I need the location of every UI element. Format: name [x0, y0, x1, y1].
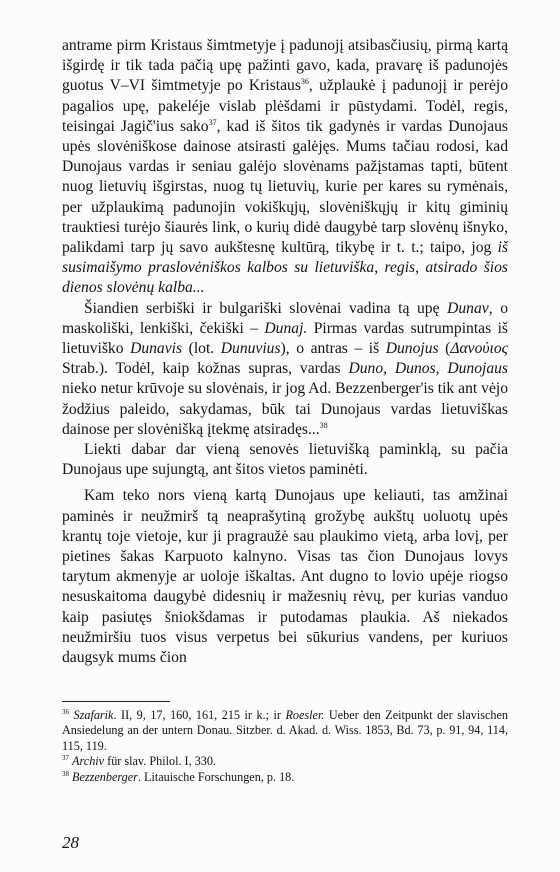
paragraph-1	[62, 36, 508, 299]
footnote-ref: 37	[208, 117, 217, 127]
text-run: ), o antras – iš	[280, 340, 386, 358]
text-run: Liekti dabar dar vieną senovės lietuvišką paminklą, su pačia Dunojaus upe sujungtą, ant šitos vietos paminėti.	[62, 441, 508, 479]
footnotes	[62, 708, 508, 785]
text-run: nieko netur krūvoje su slovėnais, ir jog Ad. Bezzenberger'is tik ant vėjo žodžius paleido, sakydamas, būk tai Dunojaus vardas lietuviškas dainose per slovėnišką įtekmę atsiradęs...	[62, 380, 508, 438]
italic-text: Archiv	[72, 754, 105, 769]
footnote-38	[62, 770, 508, 785]
italic-text: Bezzenberger	[72, 769, 138, 784]
footnote-ref: 36	[300, 77, 309, 87]
italic-text: Dunav	[447, 299, 489, 317]
text-run: antrame pirm Kristaus šimtmetyje į padunojį atsibasčiusių, pirmą kartą išgirdę ir tik tada pačią upę pažinti gavo, kada, pravarę iš padunojės guotus V–VI šimtmetyje po Kristaus	[62, 37, 508, 95]
footnote-number: 36	[62, 707, 69, 716]
text-run: (lot.	[182, 340, 221, 358]
text-run: (	[438, 340, 451, 358]
text-run: für slav. Philol. I, 330.	[104, 754, 217, 769]
italic-text: iš susimaišymo praslovėniškos kalbos su lietuviška, regis, atsirado šios dienos slovėnų kalba...	[62, 239, 508, 297]
footnote-37	[62, 754, 508, 769]
footnote-36	[62, 708, 508, 754]
text-run: Kam teko nors vieną kartą Dunojaus upe keliauti, tas amžinai paminės ir neužmirš tą neaprašytiną grožybę aukštų uoluotų upės krantų toje vietoje, kur ji pragraužė sau plaukimo vietą, arba lovį, per pietines šakas Karpuoto kalnyno. Visas tas čion Dunojaus lovys tarytum akmenyje ar uoloje iškaltas. Ant dugno to lovio upėje riogso nesuskaitoma daugybė didesnių ir mažesnių rėvų, per kurias vanduo kaip pasiutęs šniokšdamas ir putodamas plaukia. Aš niekados neužmiršiu tuos visus verpetus bei sūkurius vandens, per kuriuos daugsyk mums čion	[62, 487, 508, 667]
italic-text: Dunaj.	[264, 319, 308, 337]
text-run: , užplaukė į padunojį ir perėjo pagalios upę, pakeléje vislab plėšdami ir pūstydami. Todėl, regis, teisingai Jagič'ius sako	[62, 77, 508, 135]
text-run: . Litauische Forschungen, p. 18.	[137, 769, 295, 784]
text-run: , kad iš šitos tik gadynės ir vardas Dunojaus upės slovėniškose dainose atsirasti galėjęs. Mums tačiau rodosi, kad Dunojaus vardas ir seniau galėjo slovėnams pažįstamas tapti, būtent nuog lietuvių išgirstas, nuog tų lietuvių, kurie per kares su rymėnais, per užplaukimą padunojin vokiškųjų, slovėniškųjų ir kitų giminių trauktiesi turėjo šiaurės link, o kurių didė daugybė tarp slovėnų išnyko, palikdami tarp jų savo aukštesnę kultūrą, tikybę ir t. t.; taipo, jog	[62, 117, 508, 257]
italic-text: Dunuvius	[220, 340, 281, 358]
text-run: Pirmas vardas sutrumpintas iš lietuviško	[62, 319, 508, 358]
page-number: 28	[62, 833, 79, 852]
paragraph-3	[62, 440, 508, 480]
italic-text: Δανούιος	[450, 340, 509, 358]
text-run: , o maskoliški, lenkiški, čekiški –	[62, 299, 509, 337]
italic-text: Szafarik	[73, 708, 114, 722]
italic-text: Dunojus	[385, 340, 439, 358]
paragraph-2	[62, 299, 508, 440]
footnote-ref: 38	[319, 420, 328, 430]
text-run: Strab.). Todėl, kaip kožnas supras, vardas	[62, 360, 349, 378]
footnote-number: 37	[62, 754, 69, 763]
text-run: . II, 9, 17, 160, 161, 215 ir k.; ir	[113, 708, 286, 722]
italic-text: Duno, Dunos, Dunojaus	[348, 360, 508, 378]
text-run: Šiandien serbiški ir bulgariški slovėnai vadina tą upę	[84, 299, 448, 317]
footnote-number: 38	[62, 769, 69, 778]
paragraph-4	[62, 486, 508, 668]
italic-text: Roesler.	[285, 708, 325, 722]
footnote-divider	[62, 701, 170, 702]
main-text	[62, 36, 508, 668]
italic-text: Dunavis	[130, 340, 183, 358]
text-run: Ueber den Zeitpunkt der slavischen Ansiedelung an der untern Donau. Sitzber. d. Akad. d. Wiss. 1853, Bd. 73, p. 91, 94, 114, 115, 119.	[62, 708, 508, 753]
